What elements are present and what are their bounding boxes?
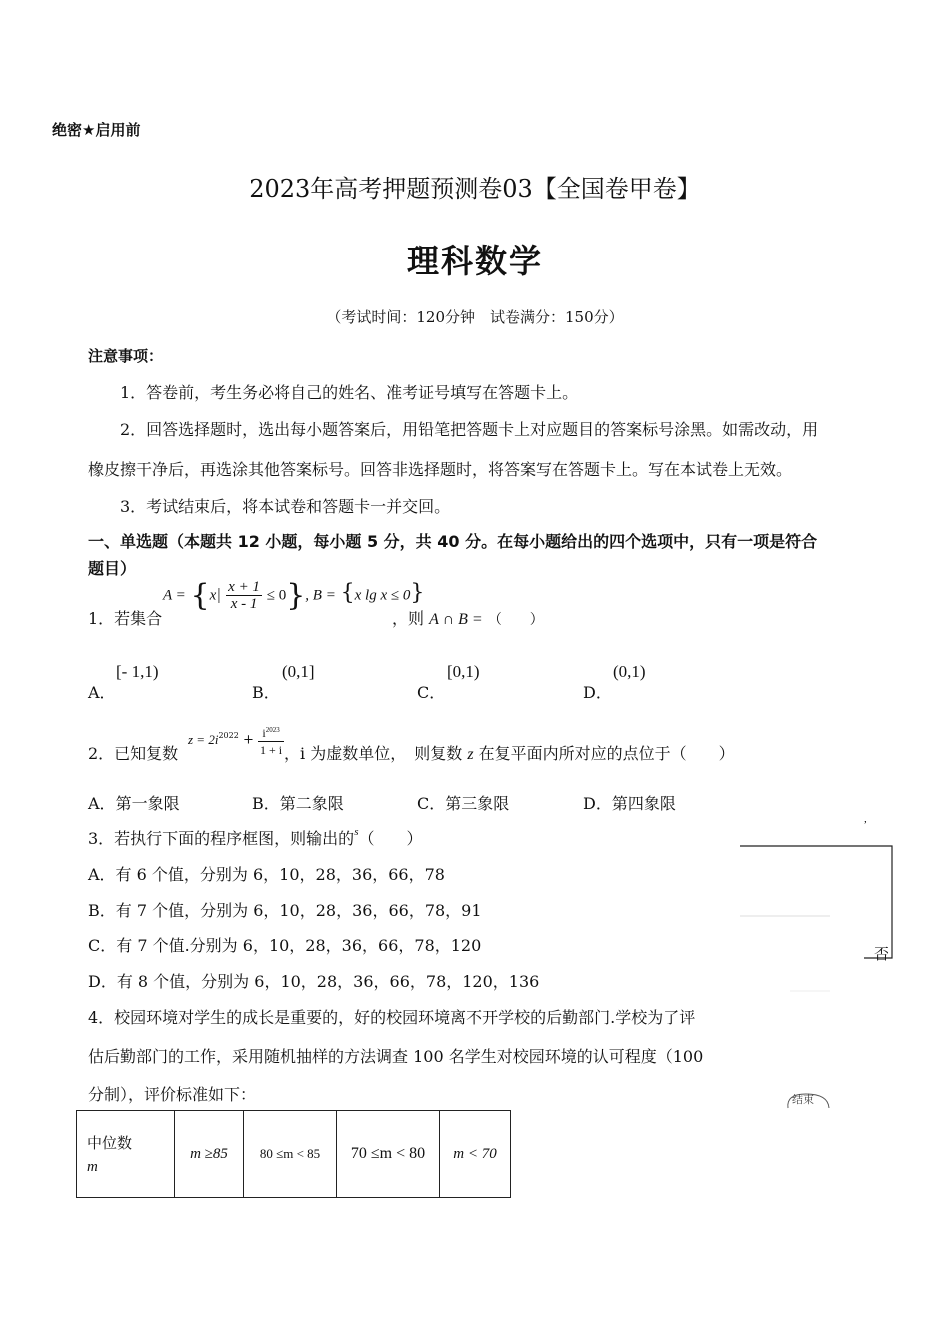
flowchart-fragment (730, 808, 930, 1118)
q2-option-d (583, 791, 676, 814)
q1-set-a-cond: ≤ 0 (266, 587, 287, 604)
q3-option-b: B．有 7 个值，分别为 6，10，28，36，66，78，91 (88, 901, 482, 920)
q2-fraction (258, 722, 284, 758)
table-header-var: m (87, 1159, 98, 1175)
q1-set-b-body: x lg x ≤ 0 (354, 587, 411, 604)
q1-option-d-value: (0,1) (613, 662, 646, 681)
q3-option-a: A．有 6 个值，分别为 6，10，28，36，66，78 (88, 865, 445, 884)
q2-frac-num-base: i (262, 726, 266, 740)
q3-stem-b: （ ） (358, 829, 423, 848)
q2-suffix-a: ，i 为虚数单位， 则复数 (284, 744, 463, 763)
exam-time-info: （考试时间：120分钟 试卷满分：150分） (326, 308, 624, 326)
q2-option-b-label: B． (252, 794, 280, 813)
q1-brace-b-open: { (340, 580, 355, 606)
q2-suffix (284, 741, 735, 764)
q1-option-c-label: C． (417, 683, 446, 702)
q1-option-a-label: A． (88, 683, 116, 702)
score-criteria-table (76, 1110, 511, 1198)
q2-option-a (88, 791, 180, 814)
confidential-mark: 绝密★启用前 (52, 121, 141, 139)
q3-option-d: D．有 8 个值，分别为 6，10，28，36，66，78，120，136 (88, 972, 540, 991)
q1-paren: （ ） (487, 612, 544, 628)
flowchart-no-label: 否 (874, 945, 890, 963)
q4-line3: 分制），评价标准如下： (88, 1085, 257, 1104)
q1-set-a-label: A = (163, 587, 186, 604)
q2-option-c (417, 791, 509, 814)
subject-title: 理科数学 (406, 242, 543, 280)
q2-expression (188, 722, 284, 758)
q2-prefix: 2．已知复数 (88, 744, 179, 763)
q2-z-expr: z = 2i (188, 732, 219, 747)
q1-bar: | (216, 585, 222, 604)
q2-frac-num-exp: 2023 (265, 726, 280, 734)
q1-fraction (226, 579, 262, 612)
q2-option-d-label: D． (583, 794, 612, 813)
table-cell: m < 70 (440, 1111, 511, 1198)
q4-line2: 估后勤部门的工作，采用随机抽样的方法调查 100 名学生对校园环境的认可程度（100 (88, 1047, 704, 1066)
q1-prefix: 1．若集合 (88, 609, 163, 628)
note-item-2-line1: 2．回答选择题时，选出每小题答案后，用铅笔把答题卡上对应题目的答案标号涂黑。如需改动，用 (120, 420, 819, 439)
q1-option-a-value: [- 1,1) (116, 662, 159, 681)
q1-brace-close: } (286, 578, 306, 613)
q3-option-c: C．有 7 个值.分别为 6，10，28，36，66，78，120 (88, 936, 482, 955)
q2-frac-num (258, 722, 284, 742)
table-cell: 80 ≤m < 85 (244, 1111, 337, 1198)
q1-frac-num: x + 1 (228, 579, 260, 595)
q1-suffix-text: ，则 (392, 609, 425, 628)
q1-option-b-value: (0,1] (282, 662, 315, 681)
table-header-cell (77, 1111, 175, 1198)
q1-intersection: A ∩ B = (429, 611, 483, 628)
q1-brace-b-close: } (410, 580, 425, 606)
q1-option-c-value: [0,1) (447, 662, 480, 681)
q4-line1: 4．校园环境对学生的成长是重要的，好的校园环境离不开学校的后勤部门.学校为了评 (88, 1008, 696, 1027)
table-cell: m ≥85 (175, 1111, 244, 1198)
notes-title: 注意事项： (88, 347, 164, 365)
note-item-2-line2: 橡皮擦干净后，再选涂其他答案标号。回答非选择题时，将答案写在答题卡上。写在本试卷上无效。 (88, 460, 793, 479)
q3-stem (88, 826, 422, 849)
q1-brace-open: { (190, 578, 210, 613)
q2-suffix-b: 在复平面内所对应的点位于（ ） (478, 744, 735, 763)
q3-stem-a: 3．若执行下面的程序框图，则输出的 (88, 829, 355, 848)
q1-option-d-label: D． (583, 683, 612, 702)
q3-s-var: s (354, 826, 359, 838)
q2-option-a-value: 第一象限 (115, 794, 180, 813)
q1-set-b-label: , B = (305, 587, 336, 604)
section-heading-line1: 一、单选题（本题共 12 小题，每小题 5 分，共 40 分。在每小题给出的四个选项中，只有一项是符合 (88, 532, 818, 551)
q2-plus: + (242, 732, 254, 748)
note-item-3: 3．考试结束后，将本试卷和答题卡一并交回。 (120, 497, 451, 516)
q2-option-a-label: A． (88, 794, 116, 813)
q2-option-d-value: 第四象限 (611, 794, 676, 813)
q2-frac-den: 1 + i (260, 743, 283, 757)
note-item-1: 1．答卷前，考生务必将自己的姓名、准考证号填写在答题卡上。 (120, 383, 579, 402)
section-heading-line2: 题目） (88, 559, 137, 578)
table-header-label: 中位数 (87, 1134, 133, 1152)
q1-frac-den: x - 1 (230, 596, 258, 612)
q2-option-c-label: C． (417, 794, 446, 813)
q2-option-b (252, 791, 344, 814)
table-cell: 70 ≤m < 80 (337, 1111, 440, 1198)
flowchart-end-label: 结束 (792, 1093, 814, 1106)
table-row (77, 1111, 511, 1198)
q2-z: z (467, 746, 474, 763)
q1-set-expression (163, 578, 424, 613)
q2-z-exp: 2022 (218, 731, 239, 741)
flowchart-loop-line (740, 846, 892, 958)
q1-suffix (392, 606, 544, 629)
q2-option-b-value: 第二象限 (279, 794, 344, 813)
flowchart-arrow-tip: , (864, 813, 867, 825)
exam-title: 2023年高考押题预测卷03【全国卷甲卷】 (249, 175, 701, 203)
q1-option-b-label: B． (252, 683, 280, 702)
q1-set-a-var: x (209, 587, 217, 604)
q2-option-c-value: 第三象限 (445, 794, 510, 813)
